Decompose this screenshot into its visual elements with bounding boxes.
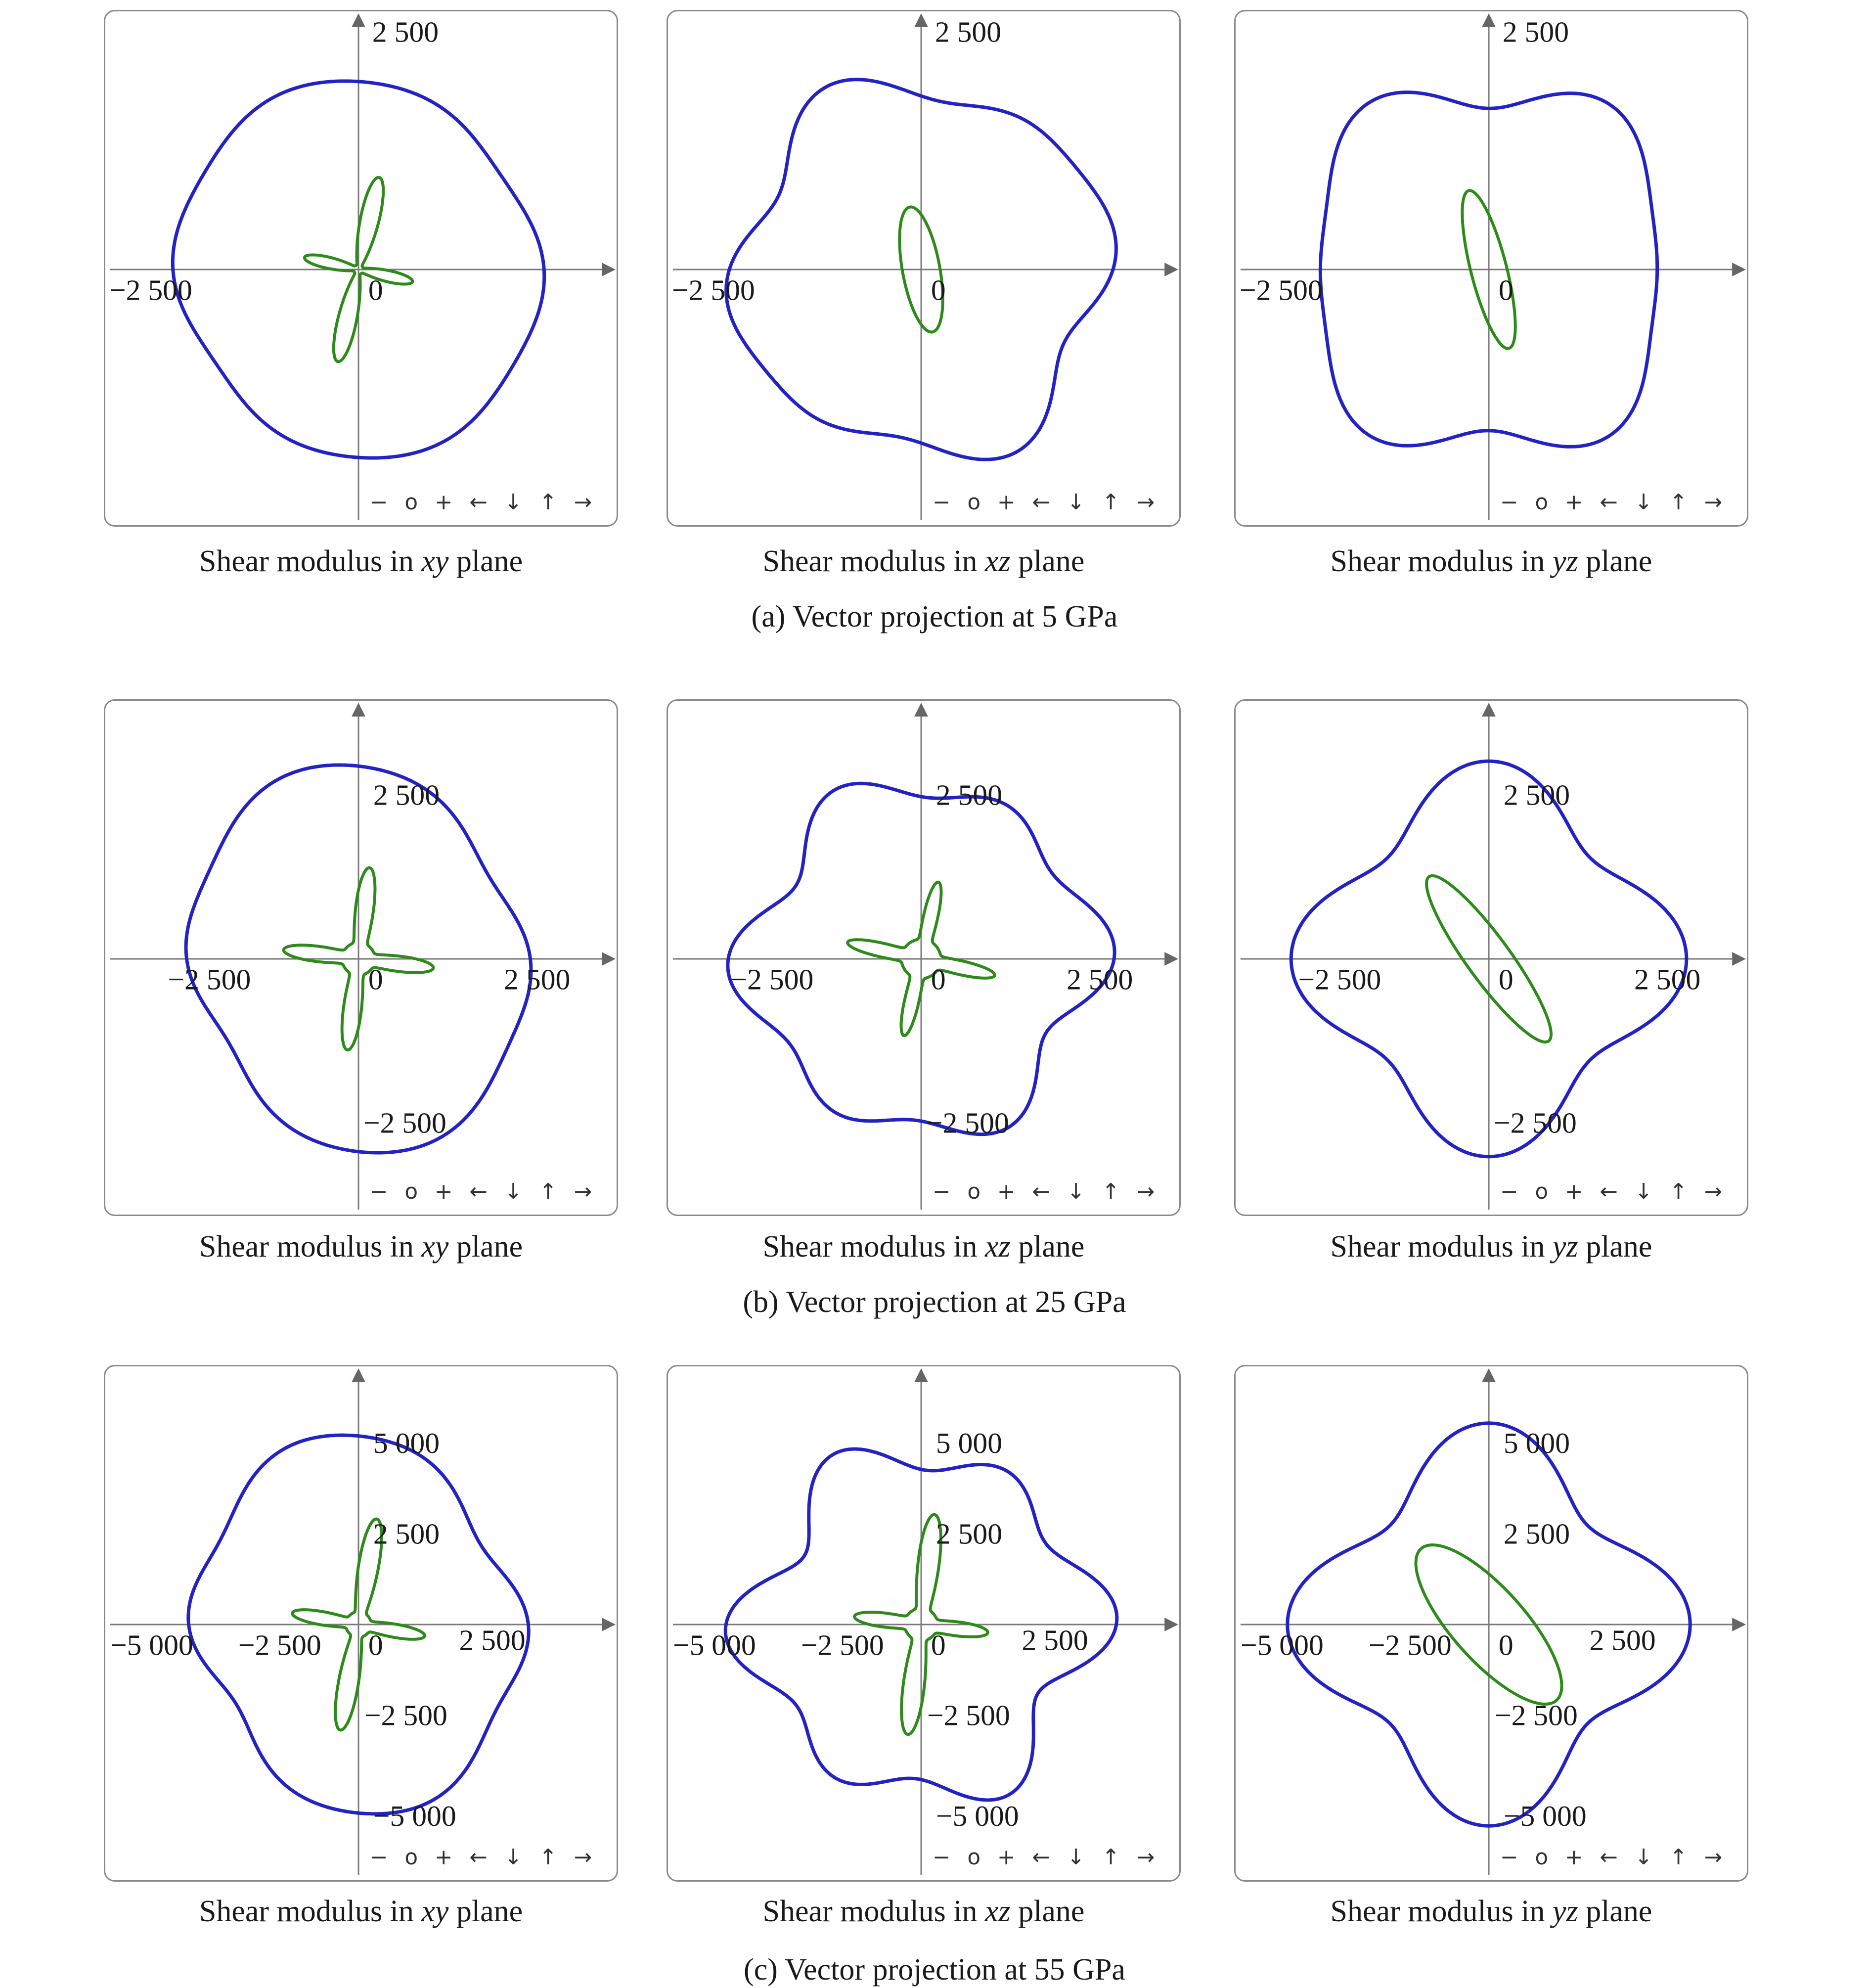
tick-label-origin: 0: [931, 1628, 946, 1662]
caption-plane: xz: [985, 1230, 1011, 1264]
y-axis-arrow: [1482, 703, 1496, 717]
plot-toolbar[interactable]: − o + ← ↓ ↑ →: [1500, 490, 1728, 515]
plot-panel-yz-row3[interactable]: [1234, 1365, 1748, 1882]
plot-toolbar[interactable]: − o + ← ↓ ↑ →: [932, 490, 1160, 515]
tick-label-y-pos: 2 500: [1502, 15, 1569, 48]
plot-toolbar[interactable]: − o + ← ↓ ↑ →: [369, 490, 597, 515]
tick-label-y-neg: −2 500: [927, 1699, 1010, 1732]
tick-label-y-neg: −2 500: [1493, 1106, 1577, 1139]
tick-label-y-neg2: −5 000: [1503, 1799, 1587, 1832]
panel-caption: [667, 1894, 1181, 1929]
y-axis-arrow: [914, 703, 928, 717]
plot-panel-xz-row1[interactable]: [667, 10, 1181, 527]
tick-label-x-pos: 2 500: [459, 1624, 526, 1657]
x-axis-arrow: [1732, 952, 1746, 966]
tick-label-y-neg2: −5 000: [373, 1799, 456, 1832]
tick-label-x-neg: −2 500: [168, 963, 251, 996]
panel-caption: [667, 544, 1181, 579]
tick-label-y-pos2: 2 500: [935, 1517, 1003, 1550]
y-axis-arrow: [914, 1368, 928, 1382]
plot-toolbar[interactable]: − o + ← ↓ ↑ →: [932, 1845, 1160, 1870]
x-axis-arrow: [1164, 1618, 1178, 1631]
caption-prefix: Shear modulus in: [1330, 1895, 1553, 1928]
tick-label-x-neg2: −2 500: [238, 1628, 321, 1662]
caption-prefix: Shear modulus in: [762, 544, 985, 578]
tick-label-origin: 0: [1498, 963, 1513, 996]
tick-label-y-pos: 2 500: [935, 778, 1003, 812]
tick-label-origin: 0: [1498, 1628, 1513, 1662]
tick-label-y-neg: −2 500: [364, 1699, 447, 1732]
tick-label-y-pos: 2 500: [372, 15, 439, 48]
panel-caption: [104, 1894, 618, 1929]
caption-prefix: Shear modulus in: [199, 544, 422, 578]
tick-label-y-pos: 5 000: [1503, 1426, 1570, 1459]
plot-toolbar[interactable]: − o + ← ↓ ↑ →: [369, 1845, 597, 1870]
caption-suffix: plane: [1010, 1895, 1085, 1928]
tick-label-x-neg: −5 000: [110, 1628, 193, 1662]
plot-toolbar[interactable]: − o + ← ↓ ↑ →: [1500, 1179, 1728, 1205]
plot-toolbar[interactable]: − o + ← ↓ ↑ →: [932, 1179, 1160, 1205]
tick-label-y-pos2: 2 500: [373, 1517, 440, 1550]
polar-plot: [1236, 1366, 1747, 1880]
y-axis-arrow: [352, 13, 365, 27]
tick-label-y-pos: 2 500: [1503, 778, 1570, 812]
polar-plot: [1236, 701, 1747, 1215]
tick-label-x-neg2: −2 500: [1368, 1628, 1452, 1662]
polar-plot: [105, 701, 617, 1215]
caption-plane: xy: [421, 544, 449, 578]
tick-label-x-neg2: −2 500: [801, 1628, 884, 1662]
y-axis-arrow: [1482, 13, 1496, 27]
x-axis-arrow: [1164, 952, 1178, 966]
caption-plane: yz: [1553, 1895, 1578, 1928]
caption-prefix: Shear modulus in: [199, 1895, 422, 1928]
tick-label-y-pos: 5 000: [935, 1426, 1003, 1459]
tick-label-x-pos: 2 500: [1067, 963, 1133, 996]
tick-label-y-pos2: 2 500: [1503, 1517, 1570, 1550]
caption-plane: xy: [421, 1230, 449, 1264]
row-caption: (c) Vector projection at 55 GPa: [744, 1953, 1125, 1987]
x-axis-arrow: [602, 1618, 616, 1631]
caption-suffix: plane: [1578, 544, 1652, 578]
tick-label-x-neg: −2 500: [671, 273, 755, 307]
row-caption: (b) Vector projection at 25 GPa: [743, 1285, 1126, 1319]
tick-label-y-neg: −2 500: [363, 1106, 446, 1139]
panel-caption: [667, 1229, 1181, 1265]
y-axis-arrow: [1482, 1368, 1496, 1382]
polar-plot: [668, 701, 1179, 1215]
caption-plane: xy: [421, 1895, 449, 1928]
tick-label-x-pos: 2 500: [504, 963, 571, 996]
polar-plot: [105, 1366, 617, 1880]
tick-label-x-neg: −2 500: [730, 963, 814, 996]
tick-label-x-neg: −5 000: [1240, 1628, 1324, 1662]
panel-caption: [104, 1229, 618, 1265]
tick-label-x-pos: 2 500: [1589, 1624, 1656, 1657]
tick-label-y-pos: 2 500: [373, 778, 440, 812]
x-axis-arrow: [602, 952, 616, 966]
plot-panel-xz-row3[interactable]: [667, 1365, 1181, 1882]
caption-prefix: Shear modulus in: [199, 1230, 422, 1264]
caption-suffix: plane: [448, 1895, 523, 1928]
caption-plane: yz: [1553, 1230, 1578, 1264]
caption-plane: xz: [985, 544, 1011, 578]
tick-label-origin: 0: [931, 273, 946, 307]
polar-plot: [668, 11, 1179, 525]
caption-suffix: plane: [1578, 1230, 1652, 1264]
caption-suffix: plane: [448, 1230, 523, 1264]
tick-label-origin: 0: [368, 1628, 383, 1662]
polar-plot: [668, 1366, 1179, 1880]
tick-label-x-pos: 2 500: [1634, 963, 1701, 996]
row-caption: (a) Vector projection at 5 GPa: [751, 600, 1118, 633]
caption-prefix: Shear modulus in: [1330, 1230, 1553, 1264]
y-axis-arrow: [914, 13, 928, 27]
tick-label-x-neg: −2 500: [109, 273, 192, 307]
panel-caption: [1234, 1229, 1748, 1265]
y-axis-arrow: [352, 703, 365, 717]
panel-caption: [1234, 1894, 1748, 1929]
tick-label-y-neg: −2 500: [1494, 1699, 1578, 1732]
caption-plane: yz: [1553, 544, 1578, 578]
panel-caption: [104, 544, 618, 579]
tick-label-y-neg2: −5 000: [935, 1799, 1019, 1832]
caption-suffix: plane: [1010, 544, 1085, 578]
polar-plot: [105, 11, 617, 525]
caption-suffix: plane: [1578, 1895, 1652, 1928]
x-axis-arrow: [1732, 1618, 1746, 1631]
caption-prefix: Shear modulus in: [762, 1230, 985, 1264]
tick-label-x-neg: −2 500: [1239, 273, 1323, 307]
tick-label-y-pos: 2 500: [934, 15, 1002, 48]
caption-prefix: Shear modulus in: [762, 1895, 985, 1928]
plot-panel-yz-row2[interactable]: [1234, 699, 1748, 1216]
panel-caption: [1234, 544, 1748, 579]
tick-label-y-pos: 5 000: [373, 1426, 440, 1459]
x-axis-arrow: [602, 263, 616, 276]
plot-panel-xy-row2[interactable]: [104, 699, 618, 1216]
y-axis-arrow: [352, 1368, 365, 1382]
tick-label-y-neg: −2 500: [926, 1106, 1009, 1139]
plot-toolbar[interactable]: − o + ← ↓ ↑ →: [369, 1179, 597, 1205]
x-axis-arrow: [1164, 263, 1178, 276]
caption-plane: xz: [985, 1895, 1011, 1928]
polar-plot: [1236, 11, 1747, 525]
tick-label-origin: 0: [1498, 273, 1513, 307]
x-axis-arrow: [1732, 263, 1746, 276]
tick-label-x-neg: −5 000: [672, 1628, 756, 1662]
plot-panel-xy-row3[interactable]: [104, 1365, 618, 1882]
tick-label-origin: 0: [931, 963, 946, 996]
plot-panel-xy-row1[interactable]: [104, 10, 618, 527]
plot-toolbar[interactable]: − o + ← ↓ ↑ →: [1500, 1845, 1728, 1870]
caption-suffix: plane: [1010, 1230, 1085, 1264]
tick-label-origin: 0: [368, 273, 383, 307]
caption-suffix: plane: [448, 544, 523, 578]
plot-panel-yz-row1[interactable]: [1234, 10, 1748, 527]
tick-label-x-neg: −2 500: [1298, 963, 1381, 996]
tick-label-origin: 0: [368, 963, 383, 996]
caption-prefix: Shear modulus in: [1330, 544, 1553, 578]
plot-panel-xz-row2[interactable]: [667, 699, 1181, 1216]
tick-label-x-pos: 2 500: [1022, 1624, 1088, 1657]
